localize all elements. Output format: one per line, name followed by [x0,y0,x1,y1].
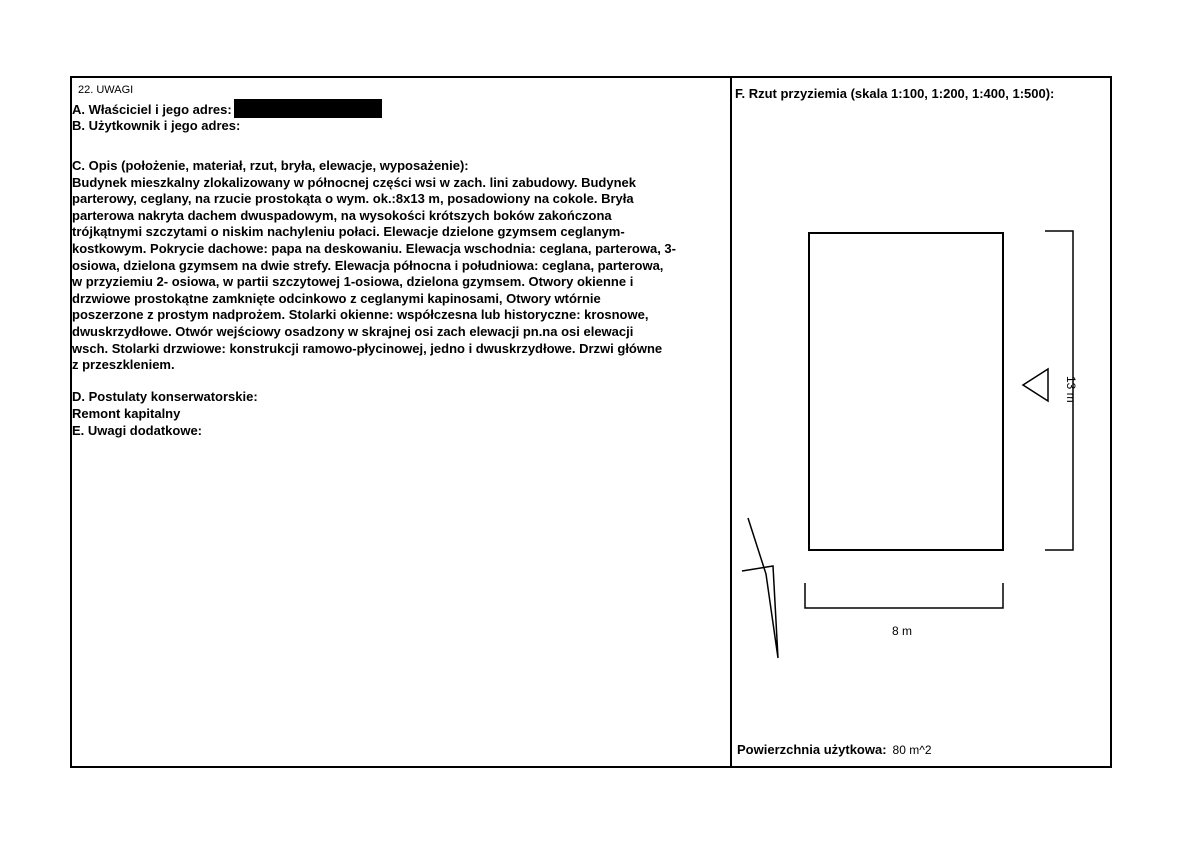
description-line: poszerzone z prostym nadprożem. Stolarki okienne: współczesna lub historyczne: krosnowe, [72,307,649,323]
description-line: z przeszkleniem. [72,357,175,373]
postulates-label: D. Postulaty konserwatorskie: [72,389,258,404]
width-dimension-line [805,583,1003,608]
description-line: w przyziemiu 2- osiowa, w partii szczytowej 1-osiowa, dzielona gzymsem. Otwory okienne i [72,274,634,290]
user-label: B. Użytkownik i jego adres: [72,118,241,133]
entrance-marker-icon [1023,369,1048,401]
form-frame [70,76,1112,768]
plan-title: F. Rzut przyziemia (skala 1:100, 1:200, 1:400, 1:500): [735,86,1055,101]
description-line: Budynek mieszkalny zlokalizowany w północnej części wsi w zach. lini zabudowy. Budynek [72,174,636,190]
section-number: 22. UWAGI [78,84,134,96]
floor-plan-drawing [732,78,1112,768]
description-line: kostkowym. Pokrycie dachowe: papa na deskowaniu. Elewacja wschodnia: ceglana, parterowa, 3- [72,240,676,256]
description-line: parterowa nakryta dachem dwuspadowym, na wysokości krótszych boków zakończona [72,207,612,223]
description-line: parterowy, ceglany, na rzucie prostokąta o wym. ok.:8x13 m, posadowiony na cokole. Bryła [72,191,634,207]
postulates-value: Remont kapitalny [72,406,181,421]
notes-label: E. Uwagi dodatkowe: [72,423,203,438]
owner-row [72,99,382,119]
usable-area [737,742,932,757]
plan-panel [732,78,1112,766]
owner-label: A. Właściciel i jego adres: [72,102,232,117]
description-line: drzwiowe prostokątne zamknięte odcinkowo z ceglanymi kapinosami, Otwory wtórnie [72,290,601,306]
description-block [72,158,732,374]
description-line: osiowa, dzielona gzymsem na dwie strefy. Elewacja północna i południowa: ceglana, parterowa, [72,257,664,273]
building-outline [809,233,1003,550]
remarks-panel [72,78,728,766]
width-label: 8 m [892,624,913,638]
description-label: C. Opis (położenie, materiał, rzut, bryła, elewacje, wyposażenie): [72,158,469,173]
description-line: dwuskrzydłowe. Otwór wejściowy osadzony w skrajnej osi zach elewacji pn.na osi elewacji [72,323,634,339]
redaction-bar [234,99,382,118]
description-line: wsch. Stolarki drzwiowe: konstrukcji ramowo-płycinowej, jedno i dwuskrzydłowe. Drzwi główne [72,340,663,356]
area-label: Powierzchnia użytkowa: [737,742,887,757]
length-label: 13 m [1064,376,1078,403]
description-line: trójkątnymi szczytami o niskim nachyleniu połaci. Elewacje dzielone gzymsem ceglanym- [72,224,625,240]
area-value: 80 m^2 [892,743,932,757]
north-arrow-icon [742,518,778,658]
